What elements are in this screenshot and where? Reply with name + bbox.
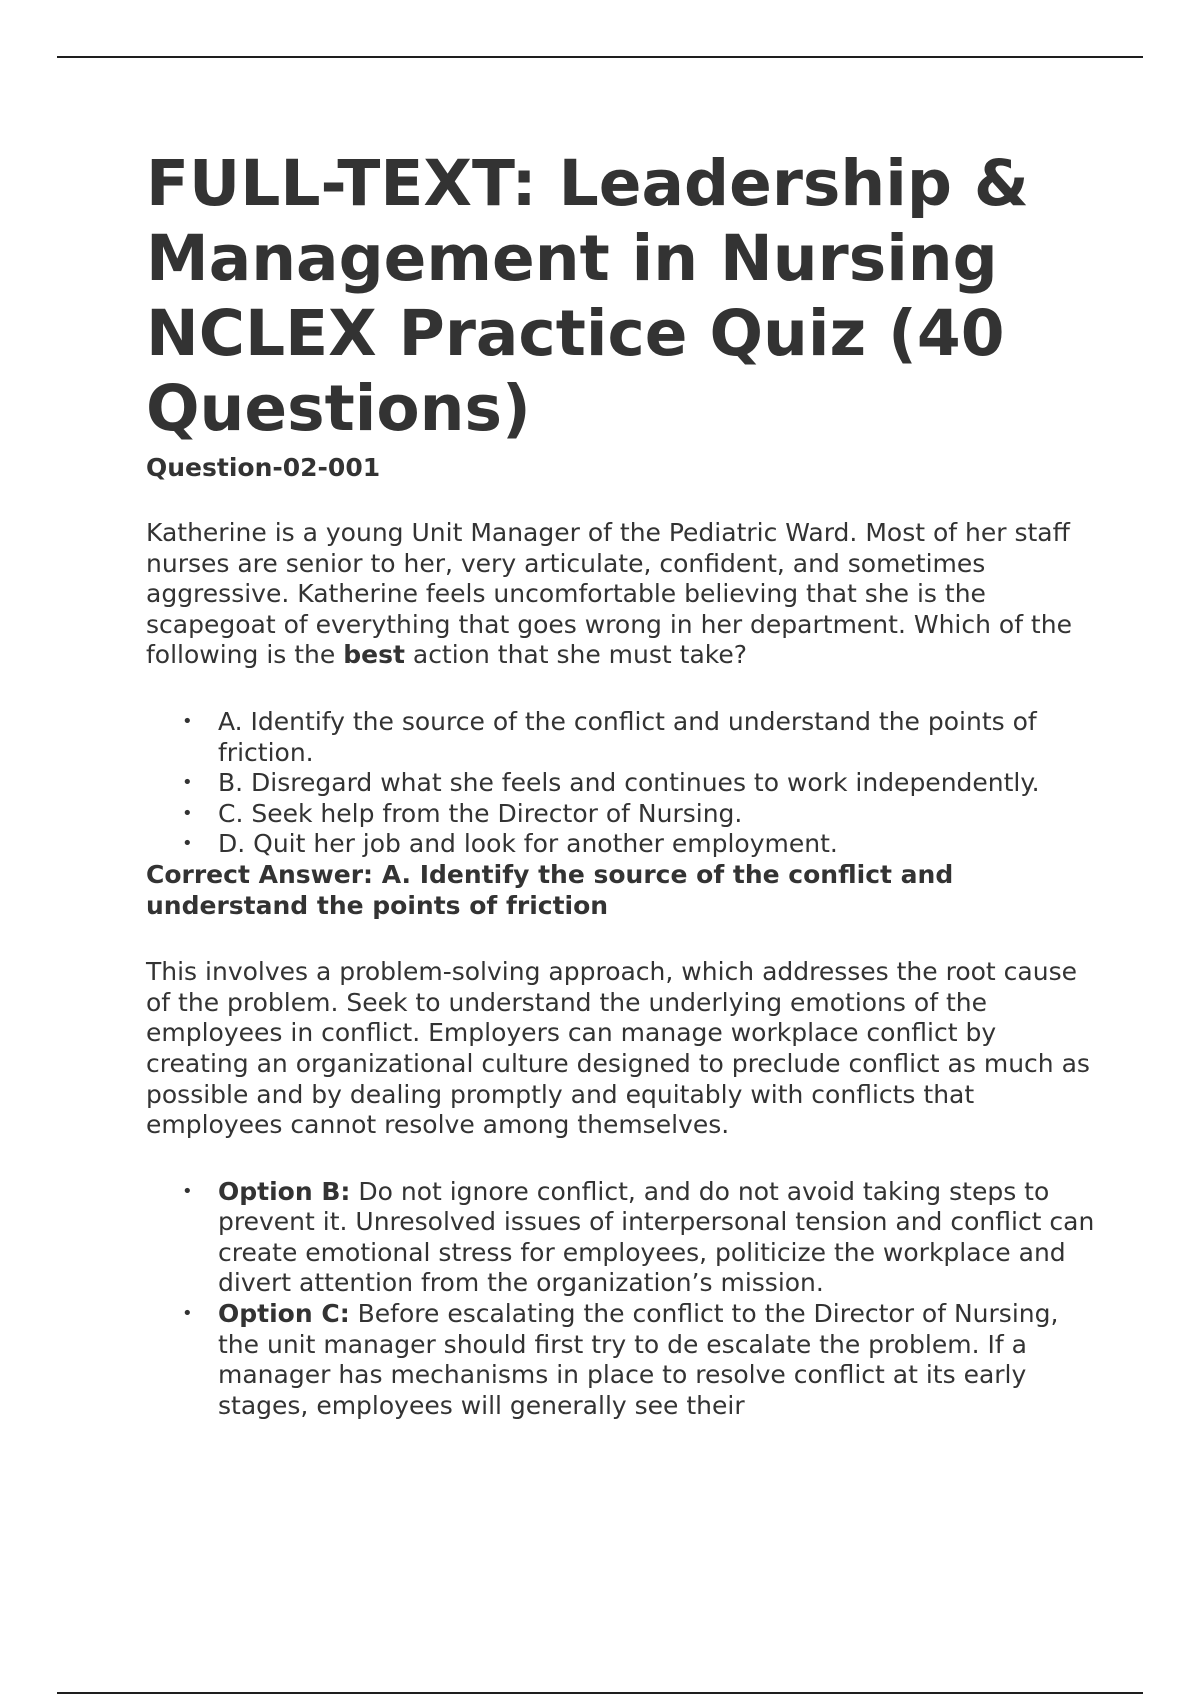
question-id: Question-02-001 xyxy=(146,453,381,482)
explanation: This involves a problem-solving approach, which addresses the root cause of the problem. Seek to understand the underlying emotions of the employees in conflict. Employers can manage workplace conflict by creating an organizational culture designed to preclude conflict as much as possible and by dealing promptly and equitably with conflicts that employees cannot resolve among themselves. xyxy=(146,957,1090,1140)
option-b-label: Option B: xyxy=(218,1176,351,1206)
top-rule xyxy=(57,56,1143,58)
option-c-text: Before escalating the conflict to the Director of Nursing, the unit manager should first try to de escalate the problem. If a manager has mechanisms in place to resolve conflict at its early stages, employees will generally see their xyxy=(218,1299,1059,1420)
question-stem xyxy=(146,518,1106,671)
option-b-text: Do not ignore conflict, and do not avoid taking steps to prevent it. Unresolved issues of interpersonal tension and conflict can create emotional stress for employees, politicize the workplace and divert attention from the organization’s mission. xyxy=(218,1176,1095,1298)
answer-choices xyxy=(146,707,1106,860)
option-b-rationale xyxy=(218,1177,1106,1299)
option-c-rationale xyxy=(218,1299,1106,1421)
choice-c: • C. Seek help from the Director of Nursing. xyxy=(218,799,1106,830)
bottom-rule xyxy=(57,1692,1143,1694)
choice-d: • D. Quit her job and look for another employment. xyxy=(218,829,1106,860)
choice-a: • A. Identify the source of the conflict and understand the points of friction. xyxy=(218,707,1106,768)
stem-text-after: action that she must take? xyxy=(404,640,748,670)
stem-emphasis: best xyxy=(343,640,405,670)
choice-b: • B. Disregard what she feels and continues to work independently. xyxy=(218,768,1106,799)
option-c-label: Option C: xyxy=(218,1299,350,1329)
page-title: FULL-TEXT: Leadership & Management in Nursing NCLEX Practice Quiz (40 Questions) xyxy=(146,147,1029,445)
correct-answer: Correct Answer: A. Identify the source of the conflict and understand the points of friction xyxy=(146,859,954,920)
stem-text-before: Katherine is a young Unit Manager of the Pediatric Ward. Most of her staff nurses are senior to her, very articulate, confident, and sometimes aggressive. Katherine feels uncomfortable believing that she is the scapegoat of everything that goes wrong in her department. Which of the following is the xyxy=(146,518,1072,670)
option-rationales xyxy=(146,1177,1106,1422)
document-body xyxy=(146,146,1106,1421)
